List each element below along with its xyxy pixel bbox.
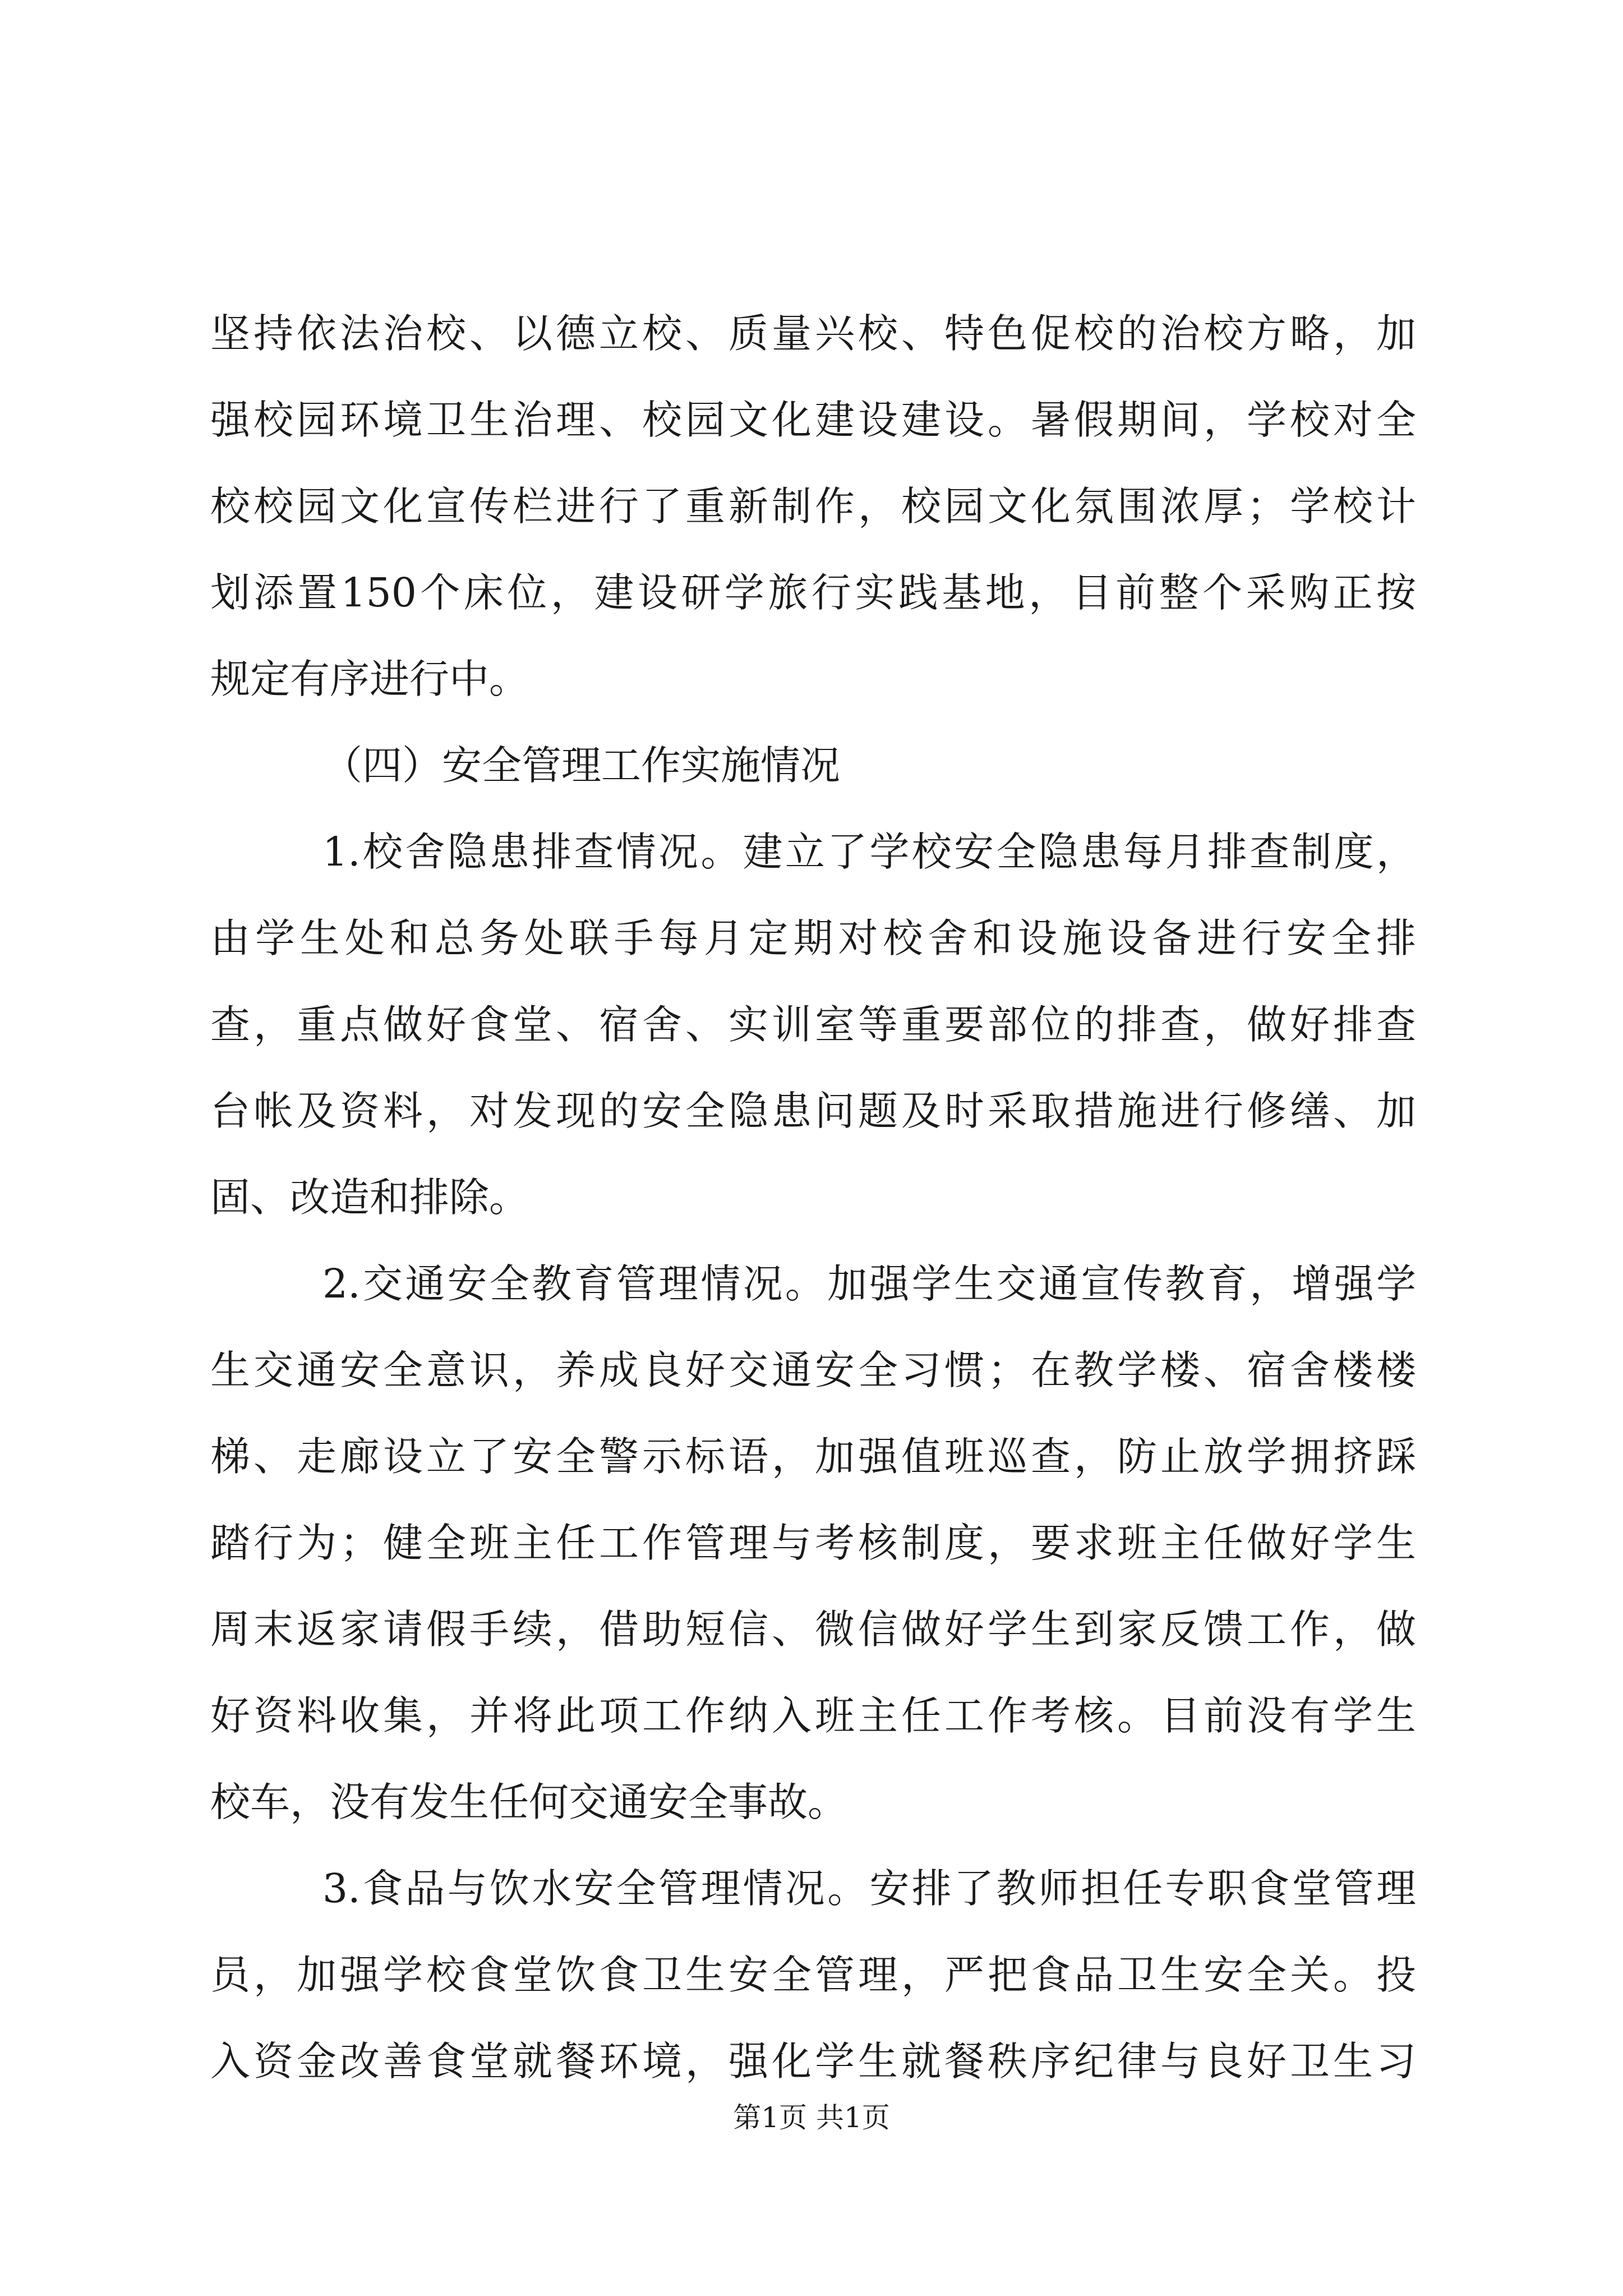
text-line: 好资料收集，并将此项工作纳入班主任工作考核。目前没有学生 xyxy=(210,1692,1416,1739)
text-line: 1.校舍隐患排查情况。建立了学校安全隐患每月排查制度， xyxy=(322,829,1416,875)
text-line: 梯、走廊设立了安全警示标语，加强值班巡查，防止放学拥挤踩 xyxy=(210,1433,1416,1480)
text-line: 2.交通安全教育管理情况。加强学生交通宣传教育，增强学 xyxy=(322,1260,1416,1307)
text-line: 查，重点做好食堂、宿舍、实训室等重要部位的排查，做好排查 xyxy=(210,1001,1416,1048)
page-footer: 第1页 共1页 xyxy=(733,2101,890,2134)
text-line: 强校园环境卫生治理、校园文化建设建设。暑假期间，学校对全 xyxy=(210,397,1416,443)
text-line: 入资金改善食堂就餐环境，强化学生就餐秩序纪律与良好卫生习 xyxy=(210,2038,1416,2085)
text-line: 周末返家请假手续，借助短信、微信做好学生到家反馈工作，做 xyxy=(210,1606,1416,1653)
document-body xyxy=(210,291,1416,2105)
text-line: 员，加强学校食堂饮食卫生安全管理，严把食品卫生安全关。投 xyxy=(210,1952,1416,1998)
text-line: 划添置150个床位，建设研学旅行实践基地，目前整个采购正按 xyxy=(210,569,1416,616)
text-line: 校车，没有发生任何交通安全事故。 xyxy=(210,1779,848,1825)
text-line: 3.食品与饮水安全管理情况。安排了教师担任专职食堂管理 xyxy=(322,1865,1416,1912)
text-line: 踏行为；健全班主任工作管理与考核制度，要求班主任做好学生 xyxy=(210,1520,1416,1566)
text-line: 生交通安全意识，养成良好交通安全习惯；在教学楼、宿舍楼楼 xyxy=(210,1347,1416,1393)
text-line: 规定有序进行中。 xyxy=(210,656,529,702)
section-heading: （四）安全管理工作实施情况 xyxy=(322,742,841,789)
text-line: 校校园文化宣传栏进行了重新制作，校园文化氛围浓厚；学校计 xyxy=(210,483,1416,530)
text-line: 由学生处和总务处联手每月定期对校舍和设施设备进行安全排 xyxy=(210,915,1416,961)
text-line: 台帐及资料，对发现的安全隐患问题及时采取措施进行修缮、加 xyxy=(210,1088,1416,1134)
text-line: 坚持依法治校、以德立校、质量兴校、特色促校的治校方略，加 xyxy=(210,310,1416,357)
text-line: 固、改造和排除。 xyxy=(210,1174,529,1221)
